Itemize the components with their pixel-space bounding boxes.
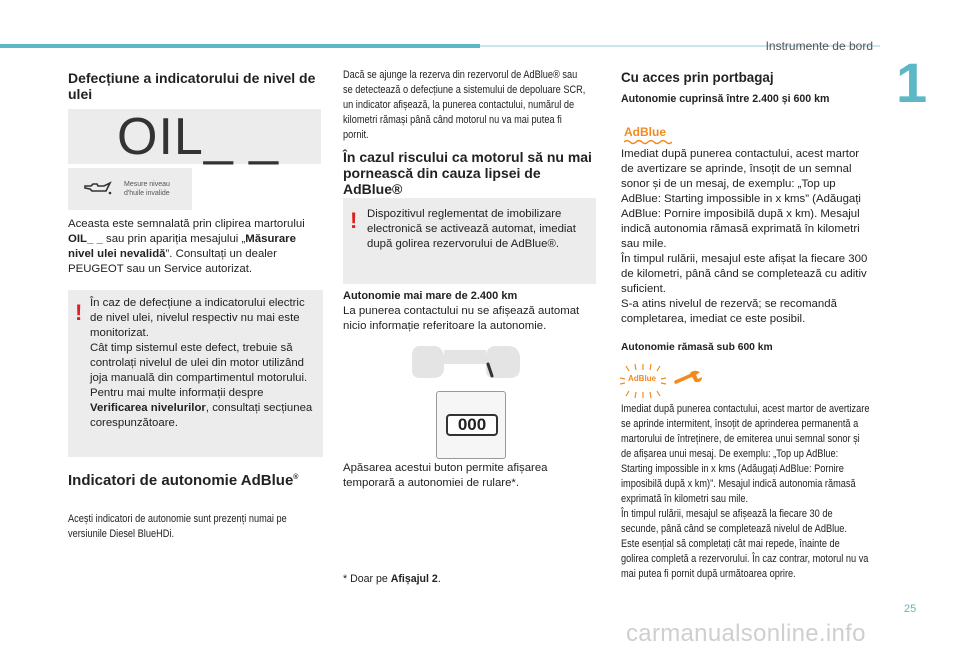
instrument-cluster-icon [410, 342, 528, 384]
adblue-liquid-wave-icon [624, 139, 672, 145]
oil-message-line1: Mesure niveau [124, 181, 170, 188]
range1-text-3: S-a atins nivelul de rezervă; se recomandă completarea, imediat ce este posibil. [621, 298, 837, 325]
oil-message-image [68, 168, 192, 210]
adblue-flashing-icon [620, 364, 666, 398]
range2-text-1: Imediat după punerea contactului, acest martor de avertizare se aprinde intermitent, însoțit de aprinderea permanentă a martorului de întreținere, de emiterea unui semnal sonor și de afișarea unui mesaj. De exemplu: „Top up AdBlue: Starting impossible in x kms (Adăugați AdBlue: Pornire imposibilă după x km)”. Mesajul indică autonomia rămasă exprimată în kilometri sau mile. [621, 403, 870, 505]
warning-icon: ! [350, 208, 358, 233]
oil-fault-paragraph: Aceasta este semnalată prin clipirea martorului OIL_ _ sau prin apariția mesajului „Măsurare nivel ulei nevalidă”. Consultați un dealer PEUGEOT sau un Service autorizat. [68, 218, 305, 275]
page-number: 25 [904, 603, 917, 615]
header-accent-bar [0, 44, 480, 48]
chapter-number: 1 [896, 51, 928, 114]
section-title: Instrumente de bord [765, 39, 873, 53]
warning-text-3: Pentru mai multe informații despre Verificarea nivelurilor, consultați secțiunea corespunzătoare. [90, 387, 313, 429]
adblue-versions-note: Acești indicatori de autonomie sunt prezenți numai pe versiunile Diesel BlueHDi. [68, 513, 287, 540]
oil-warning-box [68, 290, 323, 457]
oil-message-line2: d'huile invalide [124, 190, 170, 197]
heading-adblue-range-indicators: Indicatori de autonomie AdBlue® [68, 472, 299, 489]
adblue-small-label: AdBlue [628, 374, 656, 383]
warning-text-1: În caz de defecțiune a indicatorului electric de nivel ulei, nivelul respectiv nu mai este monitorizat. [90, 297, 305, 339]
oil-display-text: OIL_ _ [117, 108, 280, 166]
heading-oil-indicator-fault: Defecțiune a indicatorului de nivel de ulei [68, 70, 316, 103]
range2-text-3: Este esențial să completați cât mai repede, înainte de golirea completă a rezervorului. În caz contrar, motorul nu va mai putea fi pornit după următoarea oprire. [621, 538, 869, 580]
adblue-reserve-paragraph: Dacă se ajunge la rezerva din rezervorul de AdBlue® sau se detectează o defecțiune a sistemului de depoluare SCR, un indicator afișează, la punerea contactului, numărul de kilometri rămași până când motorul nu va mai putea fi pornit. [343, 69, 586, 141]
warning-text-2: Cât timp sistemul este defect, trebuie să controlați nivelul de ulei din motor utilizând joja manuală din compartimentul motorului. [90, 342, 308, 384]
range-button-description: Apăsarea acestui buton permite afișarea temporară a autonomiei de rulare*. [343, 462, 548, 489]
watermark: carmanualsonline.info [626, 620, 866, 647]
immobilizer-warning-box [343, 198, 596, 284]
range-button-label: 000 [446, 414, 498, 436]
heading-range-above-2400: Autonomie mai mare de 2.400 km [343, 290, 518, 302]
range1-text-1: Imediat după punerea contactului, acest martor de avertizare se aprinde, însoțit de un semnal sonor și de un mesaj, de exemplu: „Top up AdBlue: Starting impossible in x kms” (Adăugați AdBlue: Pornire imposibilă după x km). Mesajul indică autonomia rămasă exprimată în kilometri sau mile. [621, 148, 861, 250]
footnote: * Doar pe Afișajul 2. [343, 573, 441, 585]
range-above-2400-text: La punerea contactului nu se afișează automat nicio informație referitoare la autonomie. [343, 305, 580, 332]
heading-range-below-600: Autonomie rămasă sub 600 km [621, 342, 773, 353]
warning-icon: ! [75, 300, 83, 325]
oil-display-image [68, 109, 321, 164]
heading-engine-start-risk: În cazul riscului ca motorul să nu mai pornească din cauza lipsei de AdBlue® [343, 149, 592, 198]
heading-range-2400-600: Autonomie cuprinsă între 2.400 și 600 km [621, 93, 830, 105]
range1-text-2: În timpul rulării, mesajul este afișat la fiecare 300 de kilometri, până când se completează cu aditiv suficient. [621, 253, 868, 295]
range2-text-2: În timpul rulării, mesajul se afișează la fiecare 30 de secunde, până când se completează nivelul de AdBlue. [621, 508, 847, 535]
range-display-button[interactable] [436, 391, 506, 459]
wrench-service-icon [674, 370, 704, 386]
adblue-warning-icon: AdBlue [624, 125, 666, 139]
heading-trunk-access: Cu acces prin portbagaj [621, 70, 774, 85]
immobilizer-warning-text: Dispozitivul reglementat de imobilizare electronică se activează automat, imediat după golirea rezervorului de AdBlue®. [367, 208, 576, 250]
oil-can-icon [82, 180, 112, 198]
